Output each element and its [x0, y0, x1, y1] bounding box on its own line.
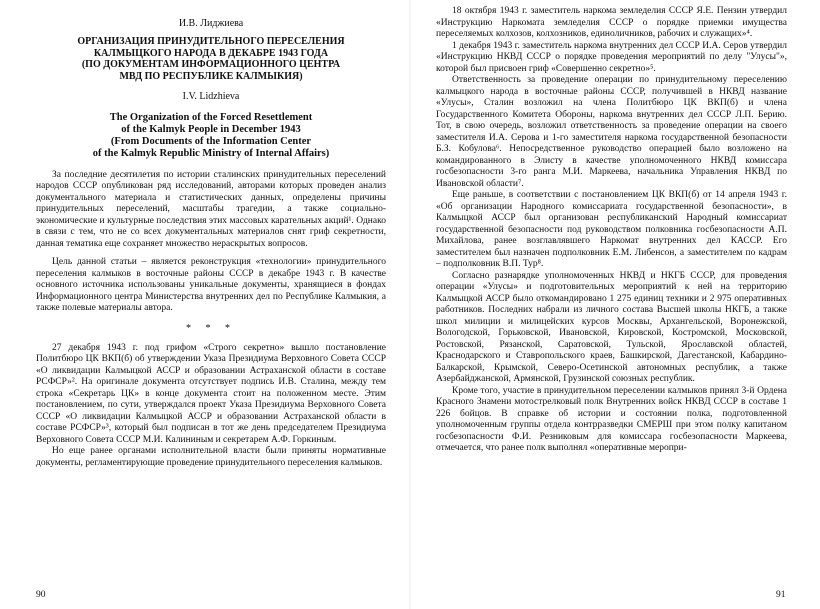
- title-line: МВД ПО РЕСПУБЛИКЕ КАЛМЫКИЯ): [119, 70, 303, 82]
- body-paragraph: 18 октября 1943 г. заместитель наркома земледелия СССР Я.Е. Пензин утвердил «Инструкцию Наркомата земледелия СССР о порядке приемки имущества переселяемых колхозов, колхозников, единоличников, рабочих и служащих»⁴.: [436, 6, 787, 39]
- body-paragraph: Еще раньше, в соответствии с постановлением ЦК ВКП(б) от 14 апреля 1943 г. «Об организации Народного комиссариата государственной безопасности», в Калмыцкой АССР был организован республиканский Народный комиссариат государственной безопасности под руководством полковника госбезопасности А.П. Михайлова, ранее возглавлявшего Наркомат внутренних дел КАССР. Его заместителем был назначен подполковник Е.М. Либенсон, а заместителем по кадрам – подполковник В.П. Тур⁸.: [436, 190, 787, 269]
- title-line: КАЛМЫЦКОГО НАРОДА В ДЕКАБРЕ 1943 ГОДА: [93, 47, 329, 59]
- title-en-line: of the Kalmyk Republic Ministry of Internal Affairs): [92, 147, 330, 159]
- body-paragraph: Кроме того, участие в принудительном переселении калмыков принял 3-й Ордена Красного Знамени мотострелковый полк Внутренних войск НКВД СССР в составе 1 226 бойцов. В справке об истории и состоянии полка, подготовленной уполномоченным группы отдела контрразведки СМЕРШ при этом полку капитаном госбезопасности Ф.И. Резниковым для комиссара госбезопасности Маркеева, отмечается, что ранее полк выполнял «оперативные меропри-: [436, 385, 787, 453]
- body-paragraph: Цель данной статьи – является реконструкция «технологии» принудительного переселения калмыков в восточные районы СССР в декабре 1943 г. В качестве основного источника использованы уникальные документы, хранящиеся в фондах Информационного центра Министерства внутренних дел по Республике Калмыкия, а также полевые материалы автора.: [36, 257, 386, 314]
- article-title-en: [36, 112, 386, 159]
- author-name: И.В. Лиджиева: [178, 18, 244, 29]
- body-paragraph: Ответственность за проведение операции по принудительному переселению калмыцкого народа в восточные районы СССР, получившей в НКВД название «Улусы», Сталин возложил на члена Политбюро ЦК ВКП(б) и члена Государственного Комитета Обороны, наркома внутренних дел СССР Л.П. Берию. Тот, в свою очередь, возложил ответственность за проведение операции на своего заместителя И.А. Серова и 1-го заместителя наркома государственной безопасности Б.З. Кобулова⁶. Непосредственное руководство операцией было возложено на командированного в Элисту в качестве уполномоченного НКВД комиссара госбезопасности 3-го ранга М.И. Маркеева, начальника Управления НКВД по Ивановской области⁷.: [436, 75, 787, 189]
- page-number: 90: [36, 590, 46, 600]
- title-en-line: (From Documents of the Information Center: [110, 135, 312, 147]
- page-number: 91: [776, 590, 786, 600]
- body-paragraph: Согласно разнарядке уполномоченных НКВД и НКГБ СССР, для проведения операции «Улусы» и подготовительных мероприятий к ней на территорию Калмыцкой АССР было откомандировано 1 275 единиц техники и 2 975 оперативных работников. Последних набрали из личного состава Высшей школы НКГБ, а также школ милиции и милицейских курсов Москвы, Архангельской, Воронежской, Вологодской, Горьковской, Ивановской, Кировской, Костромской, Московской, Ростовской, Рязанской, Саратовской, Тульской, Ярославской областей, Краснодарского и Ставропольского краев, Башкирской, Дагестанской, Кабардино-Балкарской, Крымской, Северо-Осетинской автономных республик, а также Азербайджанской, Армянской, Грузинской союзных республик.: [436, 270, 787, 384]
- right-column: [436, 6, 787, 455]
- article-title-ru: [36, 36, 386, 82]
- title-line: ОРГАНИЗАЦИЯ ПРИНУДИТЕЛЬНОГО ПЕРЕСЕЛЕНИЯ: [77, 36, 345, 47]
- title-line: (ПО ДОКУМЕНТАМ ИНФОРМАЦИОННОГО ЦЕНТРА: [81, 59, 341, 71]
- right-page: [410, 0, 820, 609]
- body-paragraph: 27 декабря 1943 г. под грифом «Строго секретно» вышло постановление Политбюро ЦК ВКП(б) об утверждении Указа Президиума Верховного Совета СССР «О ликвидации Калмыцкой АССР и образовании Астраханской области в составе РСФСР»². На оригинале документа отсутствует подпись И.В. Сталина, между тем строка «Секретарь ЦК» в конце документа стоит на положенном месте. Этим постановлением, по сути, утверждался проект Указа Президиума Верховного Совета СССР «О ликвидации Калмыцкой АССР и образовании Астраханской области в составе РСФСР»³, который был подписан в тот же день председателем Президиума Верховного Совета СССР М.И. Калининым и секретарем А.Ф. Горкиным.: [36, 342, 386, 445]
- title-en-line: The Organization of the Forced Resettlement: [109, 112, 313, 124]
- title-en-line: of the Kalmyk People in December 1943: [121, 124, 301, 136]
- body-paragraph: 1 декабря 1943 г. заместитель наркома внутренних дел СССР И.А. Серов утвердил «Инструкцию НКВД СССР о порядке проведения мероприятий по делу "Улусы"», которой был присвоен гриф «Совершенно секретно»⁵.: [436, 40, 787, 74]
- body-paragraph: Но еще ранее органами исполнительной власти были приняты нормативные документы, регламентирующие проведение принудительного переселения калмыков.: [36, 446, 386, 468]
- author-name-en: I.V. Lidzhieva: [182, 91, 240, 103]
- body-paragraph: За последние десятилетия по истории сталинских принудительных переселений народов СССР опубликован ряд исследований, авторами которых проведен анализ документального материала и статистических данных, определены причины принудительных переселений, масштабы трагедии, а также социально-экономические и культурные последствия этих массовых карательных акций¹. Однако в связи с тем, что не со всех документальных материалов снят гриф секретности, данная тематика еще сохраняет множество нераскрытых вопросов.: [36, 169, 386, 249]
- section-separator: * * *: [186, 322, 236, 334]
- left-column: [36, 18, 386, 469]
